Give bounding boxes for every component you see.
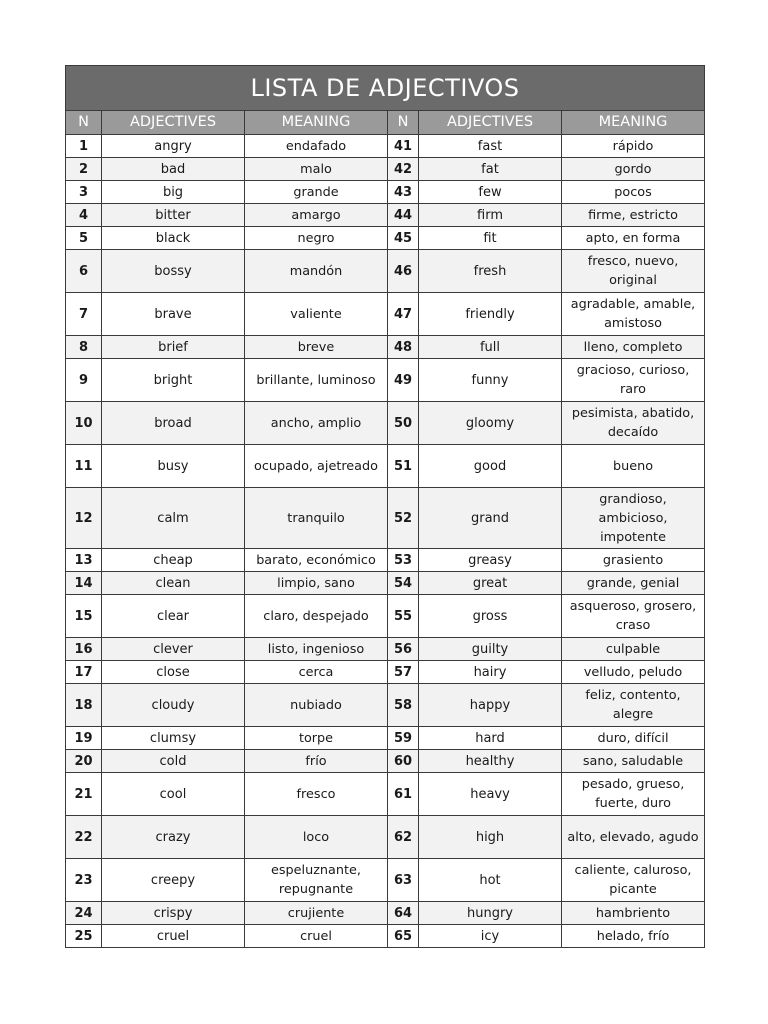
adjective-cell: black (102, 227, 245, 250)
adjective-cell: fat (419, 158, 562, 181)
item-number: 41 (388, 135, 419, 158)
adjective-cell: crispy (102, 902, 245, 925)
column-header-n: N (388, 111, 419, 135)
item-number: 9 (66, 359, 102, 402)
meaning-cell: nubiado (245, 684, 388, 727)
meaning-cell: grande, genial (562, 572, 705, 595)
meaning-cell: helado, frío (562, 925, 705, 948)
item-number: 20 (66, 750, 102, 773)
meaning-cell: listo, ingenioso (245, 638, 388, 661)
meaning-cell: gracioso, curioso, raro (562, 359, 705, 402)
item-number: 55 (388, 595, 419, 638)
item-number: 45 (388, 227, 419, 250)
table-row (66, 595, 705, 638)
adjective-cell: clever (102, 638, 245, 661)
item-number: 51 (388, 445, 419, 488)
adjective-cell: bitter (102, 204, 245, 227)
item-number: 64 (388, 902, 419, 925)
meaning-cell: ocupado, ajetreado (245, 445, 388, 488)
meaning-cell: loco (245, 816, 388, 859)
meaning-cell: apto, en forma (562, 227, 705, 250)
table-row (66, 402, 705, 445)
table-row (66, 773, 705, 816)
meaning-cell: velludo, peludo (562, 661, 705, 684)
adjective-cell: cold (102, 750, 245, 773)
adjective-cell: healthy (419, 750, 562, 773)
table-row (66, 204, 705, 227)
adjective-cell: busy (102, 445, 245, 488)
item-number: 59 (388, 727, 419, 750)
meaning-cell: fresco, nuevo, original (562, 250, 705, 293)
meaning-cell: gordo (562, 158, 705, 181)
item-number: 44 (388, 204, 419, 227)
item-number: 17 (66, 661, 102, 684)
adjective-cell: few (419, 181, 562, 204)
adjective-cell: cloudy (102, 684, 245, 727)
item-number: 2 (66, 158, 102, 181)
adjective-cell: cheap (102, 549, 245, 572)
item-number: 22 (66, 816, 102, 859)
item-number: 48 (388, 336, 419, 359)
meaning-cell: grasiento (562, 549, 705, 572)
meaning-cell: cruel (245, 925, 388, 948)
table-row (66, 293, 705, 336)
adjective-cell: icy (419, 925, 562, 948)
table-row (66, 859, 705, 902)
meaning-cell: hambriento (562, 902, 705, 925)
column-header-adjectives: ADJECTIVES (419, 111, 562, 135)
item-number: 58 (388, 684, 419, 727)
meaning-cell: grandioso, ambicioso, impotente (562, 488, 705, 549)
meaning-cell: grande (245, 181, 388, 204)
table-row (66, 488, 705, 549)
table-row (66, 661, 705, 684)
item-number: 23 (66, 859, 102, 902)
meaning-cell: caliente, caluroso, picante (562, 859, 705, 902)
meaning-cell: malo (245, 158, 388, 181)
adjective-cell: greasy (419, 549, 562, 572)
meaning-cell: firme, estricto (562, 204, 705, 227)
adjective-cell: calm (102, 488, 245, 549)
adjective-cell: big (102, 181, 245, 204)
adjective-cell: creepy (102, 859, 245, 902)
item-number: 63 (388, 859, 419, 902)
meaning-cell: crujiente (245, 902, 388, 925)
adjective-cell: cruel (102, 925, 245, 948)
adjective-cell: clear (102, 595, 245, 638)
meaning-cell: pesimista, abatido, decaído (562, 402, 705, 445)
adjective-cell: guilty (419, 638, 562, 661)
meaning-cell: alto, elevado, agudo (562, 816, 705, 859)
meaning-cell: endafado (245, 135, 388, 158)
adjective-cell: firm (419, 204, 562, 227)
table-row (66, 250, 705, 293)
item-number: 56 (388, 638, 419, 661)
item-number: 19 (66, 727, 102, 750)
adjective-cell: broad (102, 402, 245, 445)
adjective-cell: great (419, 572, 562, 595)
item-number: 57 (388, 661, 419, 684)
item-number: 18 (66, 684, 102, 727)
adjective-cell: brave (102, 293, 245, 336)
table-row (66, 549, 705, 572)
item-number: 49 (388, 359, 419, 402)
item-number: 24 (66, 902, 102, 925)
item-number: 52 (388, 488, 419, 549)
table-row (66, 638, 705, 661)
meaning-cell: culpable (562, 638, 705, 661)
item-number: 25 (66, 925, 102, 948)
table-row (66, 359, 705, 402)
meaning-cell: negro (245, 227, 388, 250)
item-number: 47 (388, 293, 419, 336)
table-row (66, 336, 705, 359)
adjective-cell: clean (102, 572, 245, 595)
adjective-cell: fast (419, 135, 562, 158)
meaning-cell: breve (245, 336, 388, 359)
table-row (66, 445, 705, 488)
item-number: 46 (388, 250, 419, 293)
item-number: 8 (66, 336, 102, 359)
column-header-n: N (66, 111, 102, 135)
meaning-cell: fresco (245, 773, 388, 816)
item-number: 13 (66, 549, 102, 572)
table-row (66, 902, 705, 925)
item-number: 42 (388, 158, 419, 181)
meaning-cell: lleno, completo (562, 336, 705, 359)
meaning-cell: tranquilo (245, 488, 388, 549)
table-row (66, 572, 705, 595)
item-number: 3 (66, 181, 102, 204)
adjective-cell: brief (102, 336, 245, 359)
column-header-adjectives: ADJECTIVES (102, 111, 245, 135)
column-header-row (66, 111, 705, 135)
meaning-cell: amargo (245, 204, 388, 227)
adjective-cell: full (419, 336, 562, 359)
item-number: 61 (388, 773, 419, 816)
adjective-cell: close (102, 661, 245, 684)
meaning-cell: frío (245, 750, 388, 773)
meaning-cell: feliz, contento, alegre (562, 684, 705, 727)
meaning-cell: torpe (245, 727, 388, 750)
adjective-cell: fit (419, 227, 562, 250)
meaning-cell: ancho, amplio (245, 402, 388, 445)
item-number: 50 (388, 402, 419, 445)
item-number: 21 (66, 773, 102, 816)
item-number: 62 (388, 816, 419, 859)
meaning-cell: brillante, luminoso (245, 359, 388, 402)
adjective-cell: gross (419, 595, 562, 638)
adjective-cell: friendly (419, 293, 562, 336)
adjective-cell: hungry (419, 902, 562, 925)
adjectives-table (65, 65, 705, 948)
adjective-cell: angry (102, 135, 245, 158)
adjective-cell: good (419, 445, 562, 488)
meaning-cell: duro, difícil (562, 727, 705, 750)
column-header-meaning: MEANING (562, 111, 705, 135)
meaning-cell: asqueroso, grosero, craso (562, 595, 705, 638)
adjective-cell: hairy (419, 661, 562, 684)
meaning-cell: cerca (245, 661, 388, 684)
adjective-cell: high (419, 816, 562, 859)
meaning-cell: valiente (245, 293, 388, 336)
adjective-cell: fresh (419, 250, 562, 293)
adjective-cell: clumsy (102, 727, 245, 750)
adjective-cell: grand (419, 488, 562, 549)
table-row (66, 727, 705, 750)
table-row (66, 684, 705, 727)
adjective-cell: heavy (419, 773, 562, 816)
meaning-cell: barato, económico (245, 549, 388, 572)
adjective-cell: crazy (102, 816, 245, 859)
item-number: 15 (66, 595, 102, 638)
item-number: 12 (66, 488, 102, 549)
adjective-cell: cool (102, 773, 245, 816)
adjective-cell: funny (419, 359, 562, 402)
adjective-cell: bright (102, 359, 245, 402)
adjective-cell: bad (102, 158, 245, 181)
meaning-cell: sano, saludable (562, 750, 705, 773)
table-row (66, 816, 705, 859)
item-number: 60 (388, 750, 419, 773)
meaning-cell: bueno (562, 445, 705, 488)
item-number: 7 (66, 293, 102, 336)
meaning-cell: pocos (562, 181, 705, 204)
adjective-cell: happy (419, 684, 562, 727)
item-number: 11 (66, 445, 102, 488)
item-number: 5 (66, 227, 102, 250)
meaning-cell: pesado, grueso, fuerte, duro (562, 773, 705, 816)
item-number: 43 (388, 181, 419, 204)
item-number: 54 (388, 572, 419, 595)
column-header-meaning: MEANING (245, 111, 388, 135)
adjective-cell: hard (419, 727, 562, 750)
meaning-cell: agradable, amable, amistoso (562, 293, 705, 336)
meaning-cell: rápido (562, 135, 705, 158)
item-number: 6 (66, 250, 102, 293)
adjective-cell: hot (419, 859, 562, 902)
meaning-cell: espeluznante, repugnante (245, 859, 388, 902)
item-number: 14 (66, 572, 102, 595)
item-number: 10 (66, 402, 102, 445)
item-number: 53 (388, 549, 419, 572)
table-row (66, 158, 705, 181)
adjective-cell: bossy (102, 250, 245, 293)
adjective-cell: gloomy (419, 402, 562, 445)
table-row (66, 181, 705, 204)
meaning-cell: mandón (245, 250, 388, 293)
table-row (66, 135, 705, 158)
table-row (66, 227, 705, 250)
item-number: 16 (66, 638, 102, 661)
meaning-cell: limpio, sano (245, 572, 388, 595)
table-title: LISTA DE ADJECTIVOS (66, 66, 705, 111)
item-number: 1 (66, 135, 102, 158)
item-number: 4 (66, 204, 102, 227)
table-row (66, 750, 705, 773)
table-row (66, 925, 705, 948)
item-number: 65 (388, 925, 419, 948)
meaning-cell: claro, despejado (245, 595, 388, 638)
